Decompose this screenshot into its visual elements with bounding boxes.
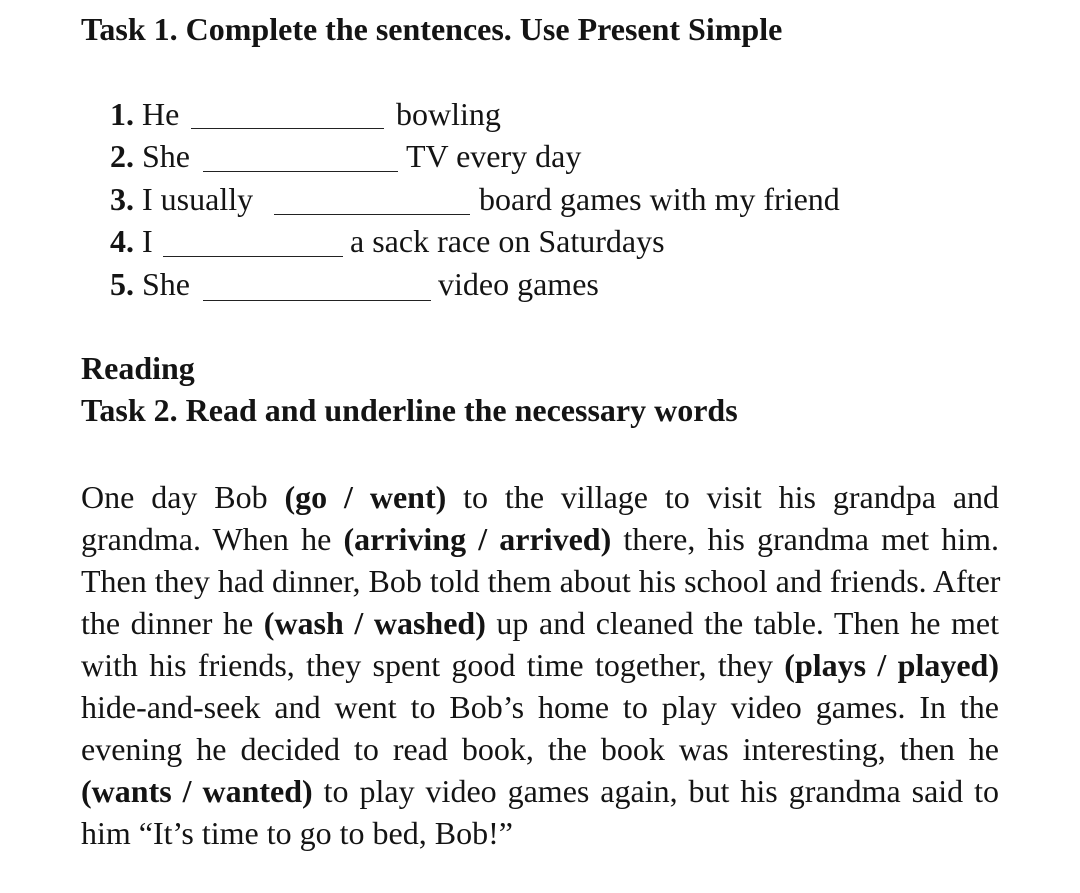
- answer-blank-4[interactable]: [163, 256, 343, 257]
- item-subject: He: [142, 96, 180, 132]
- item-subject: She: [142, 266, 190, 302]
- paragraph-text: with his friends, they spent good time together, they: [81, 647, 785, 683]
- answer-blank-5[interactable]: [203, 300, 431, 301]
- paragraph-text: hide-and-seek and went to Bob’s home to play video games. In the: [81, 689, 999, 725]
- paragraph-line: [81, 812, 999, 854]
- word-choice[interactable]: (go / went): [284, 479, 447, 515]
- paragraph-text: One day Bob: [81, 479, 285, 515]
- item-subject: I usually: [142, 181, 254, 217]
- task1-item-4: [110, 223, 153, 259]
- item-rest-4: a sack race on Saturdays: [350, 223, 665, 259]
- paragraph-text: the dinner he: [81, 605, 264, 641]
- task1-item-2: [110, 138, 190, 174]
- word-choice[interactable]: (plays / played): [784, 647, 1000, 683]
- item-rest-3: board games with my friend: [479, 181, 840, 217]
- paragraph-line: [81, 728, 999, 770]
- word-choice[interactable]: (wants / wanted): [81, 773, 313, 809]
- paragraph-line: [81, 476, 999, 518]
- item-rest-2: TV every day: [406, 138, 582, 174]
- paragraph-text: to play video games again, but his grandma said to: [312, 773, 1000, 809]
- item-number: 4.: [110, 223, 134, 259]
- paragraph-line: [81, 644, 999, 686]
- word-choice[interactable]: (wash / washed): [263, 605, 486, 641]
- paragraph-line: [81, 686, 999, 728]
- item-number: 5.: [110, 266, 134, 302]
- paragraph-text: to the village to visit his grandpa and: [446, 479, 1000, 515]
- task2-paragraph: [81, 476, 999, 854]
- paragraph-text: up and cleaned the table. Then he met: [485, 605, 1000, 641]
- paragraph-text: Then they had dinner, Bob told them about his school and friends. After: [81, 563, 1001, 599]
- paragraph-line: [81, 602, 999, 644]
- item-number: 3.: [110, 181, 134, 217]
- paragraph-line: [81, 518, 999, 560]
- answer-blank-1[interactable]: [191, 128, 384, 129]
- paragraph-text: there, his grandma met him.: [611, 521, 1000, 557]
- task1-item-5: [110, 266, 190, 302]
- paragraph-line: [81, 770, 999, 812]
- item-number: 1.: [110, 96, 134, 132]
- item-subject: She: [142, 138, 190, 174]
- paragraph-text: grandma. When he: [81, 521, 344, 557]
- reading-title: Reading: [81, 350, 195, 386]
- item-rest-1: bowling: [396, 96, 501, 132]
- item-subject: I: [142, 223, 153, 259]
- word-choice[interactable]: (arriving / arrived): [343, 521, 612, 557]
- paragraph-text: evening he decided to read book, the book was interesting, then he: [81, 731, 999, 767]
- task1-item-3: [110, 181, 253, 217]
- paragraph-line: [81, 560, 999, 602]
- answer-blank-2[interactable]: [203, 171, 398, 172]
- item-number: 2.: [110, 138, 134, 174]
- item-rest-5: video games: [438, 266, 599, 302]
- task1-title: Task 1. Complete the sentences. Use Present Simple: [81, 11, 783, 47]
- task1-item-1: [110, 96, 179, 132]
- answer-blank-3[interactable]: [274, 214, 470, 215]
- task2-title: Task 2. Read and underline the necessary words: [81, 392, 738, 428]
- paragraph-text: him “It’s time to go to bed, Bob!”: [81, 815, 513, 851]
